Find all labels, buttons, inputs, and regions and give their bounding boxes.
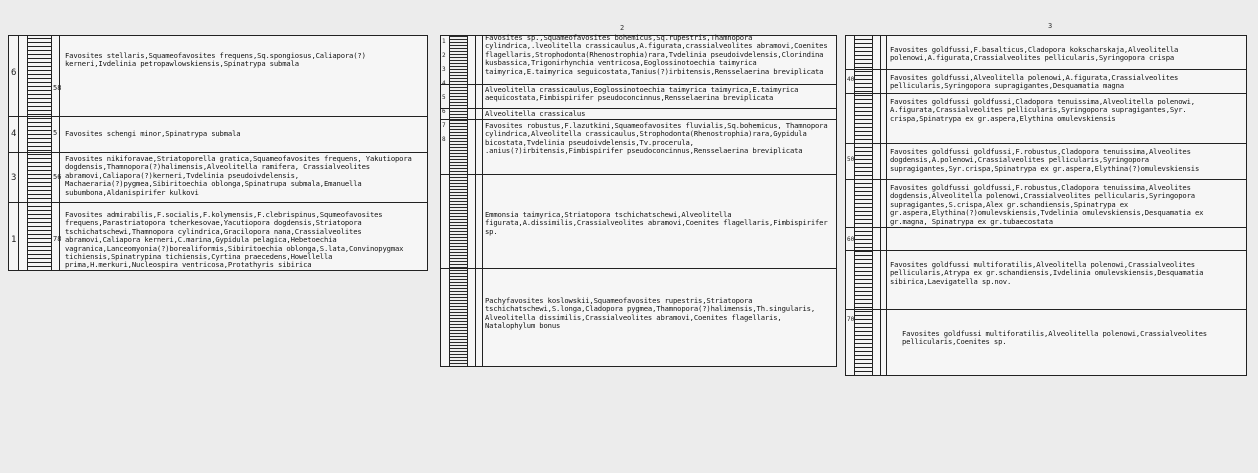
- depth-tick-label: 2: [442, 52, 446, 59]
- table-row: [441, 84, 836, 108]
- depth-label: 6: [11, 68, 17, 78]
- table-row: [846, 309, 1246, 377]
- page-number: 2: [620, 24, 625, 32]
- fossil-list: Favosites robustus,F.lazutkini,Squameofavosites fluvialis,Sq.bohemicus, Thamnopora cylindrica,Alveolitella crassicaulus,Strophodonta(Rhenostrophia)rara,Gypidula bicostata,Tvdelinia pseudoivdelensis,Tv.procerula, .anius(?)irbitensis,Fimbispirifer pseudoconcinnus,Rensselaerina breviplicata: [485, 122, 828, 156]
- fossil-list: Alveolitella crassicalus: [485, 110, 586, 118]
- section-table-2: [440, 35, 837, 367]
- depth-tick-label: 7: [442, 122, 446, 129]
- table-row: [846, 143, 1246, 179]
- table-row: [846, 179, 1246, 227]
- fossil-list: Favosites sp.,Squameofavosites bohemicus,Sq.rupestris,Thamnopora cylindrica,.lveolitella crassicaulus,A.figurata,crassialveolites abramovi,Coenites flagellaris,Strophodonta(Rhenostrophia)rara,Tvdelinia pseudoivdelensis,Clorindina kusbassica,Trigonirhynchia ventricosa,Eoglossinotoechia taimyrica taimyrica,E.taimyrica seguicostata,Tanius(?)irbitensis,Rensselaerina breviplicata: [485, 34, 828, 76]
- depth-tick-label: 70: [847, 316, 855, 323]
- table-row: [846, 69, 1246, 93]
- table-row: [846, 93, 1246, 143]
- depth-label: 4: [11, 129, 17, 139]
- depth-label: 1: [11, 235, 17, 245]
- depth-tick-label: 5: [442, 94, 446, 101]
- depth-label: 3: [11, 173, 17, 183]
- depth-tick-label: 60: [847, 236, 855, 243]
- fossil-list: Favosites schengi minor,Spinatrypa submala: [65, 130, 241, 138]
- table-row: [441, 268, 836, 368]
- fossil-list: Favosites goldfussi,Alveolitella polenowi,A.figurata,Crassialveolites pellicularis,Syringopora supragigantes,Desquamatia magna: [890, 74, 1179, 91]
- table-row: [9, 116, 427, 152]
- bed-label: 5: [53, 129, 58, 137]
- bed-label: 56: [53, 173, 62, 181]
- fossil-list: Favosites stellaris,Squameofavosites frequens,Sq.spongiosus,Caliapora(?) kerneri,Ivdelinia petropawlowskiensis,Spinatrypa submala: [65, 52, 366, 69]
- fossil-list: Favosites goldfussi,F.basalticus,Cladopora kokscharskaja,Alveolitella polenowi,A.figurata,Crassialveolites pellicularis,Syringopora crispa: [890, 46, 1179, 63]
- fossil-list: Favosites goldfussi multiforatilis,Alveolitella polenowi,Crassialveolites pellicularis,Coenites sp.: [902, 330, 1207, 347]
- section-table-1: [8, 35, 428, 271]
- fossil-list: Favosites goldfussi multiforatilis,Alveolitella polenowi,Crassialveolites pellicularis,Atrypa ex gr.schandiensis,Ivdelinia omulevskiensis,Desquamatia sibirica,Laevigatella sp.nov.: [890, 261, 1204, 286]
- fossil-list: Favosites goldfussi goldfussi,F.robustus,Cladopora tenuissima,Alveolites dogdensis,Alveolitella polenowi,Crassialveolites pellicularis,Syringopora supragigantes,S.crispa,Alex gr.schandiensis,Spinatrypa ex gr.aspera,Elythina(?)omulevskiensis,Tvdelinia omulevskiensis,Desquamatia ex gr.magna, Spinatrypa ex gr.tubaecostata: [890, 184, 1204, 226]
- depth-tick-label: 4: [442, 80, 446, 87]
- fossil-list: Favosites admirabilis,F.socialis,F.kolymensis,F.clebrispinus,Squmeofavosites frequens,Parastriatopora tcherkesovae,Yacutiopora dogdensis,Striatopora tschichatschewi,Thamnopora cylindrica,Gracilopora nana,Crassialveolites abramovi,Caliapora kerneri,C.marina,Gypidula pelagica,Hebetoechia vagranica,Lanceomyonia(?)borealiformis,Sibiritoechia oblonga,S.lata,Convinopygmax tichiensis,Spinatrypina tichiensis,Cyrtina praecedens,Howellella prima,H.merkuri,Nucleospira ventricosa,Protathyris sibirica: [65, 211, 404, 270]
- table-row: [441, 119, 836, 174]
- table-row: [846, 36, 1246, 69]
- fossil-list: Favosites goldfussi goldfussi,F.robustus,Cladopora tenuissima,Alveolites dogdensis,A.polenowi,Crassialveolites pellicularis,Syringopora supragigantes,Syr.crispa,Spinatrypa ex gr.aspera,Elythina(?)omulevskiensis: [890, 148, 1200, 173]
- table-row: [9, 152, 427, 202]
- table-row: [441, 174, 836, 268]
- page-number: 3: [1048, 22, 1053, 30]
- section-table-3: [845, 35, 1247, 376]
- fossil-list: Favosites nikiforavae,Striatoporella gratica,Squameofavosites frequens, Yakutiopora dogdensis,Thamnopora(?)halimensis,Alveolitella ramifera, Crassialveolites abramovi,Caliapora(?)kerneri,Tvdelinia pseudoivdelensis, Machaeraria(?)pygmea,Sibiritoechia oblonga,Spinatrupa submala,Emanuella subumbona,Aldanispirifer kulkovi: [65, 155, 412, 197]
- fossil-list: Pachyfavosites koslowskii,Squameofavosites rupestris,Striatopora tschichatschewi,S.longa,Cladopora pygmea,Thamnopora(?)halimensis,Th.singularis, Alveolitella dissimilis,Crassialveolites abramovi,Coenites flagellaris, Natalophylum bonus: [485, 297, 816, 331]
- bed-label: 78: [53, 235, 62, 243]
- fossil-list: Favosites goldfussi goldfussi,Cladopora tenuissima,Alveolitella polenowi, A.figurata,Crassialveolites pellicularis,Syringopora supragigantes,Syr. crispa,Spinatrypa ex gr.aspera,Elythina omulevskiensis: [890, 98, 1195, 123]
- table-row: [9, 202, 427, 272]
- depth-tick-label: 8: [442, 136, 446, 143]
- bed-label: 58: [53, 84, 62, 92]
- table-row: [846, 250, 1246, 309]
- depth-tick-label: 1: [442, 38, 446, 45]
- fossil-list: Emmonsia taimyrica,Striatopora tschichatschewi,Alveolitella figurata,A.dissimilis,Crassialveolites abramovi,Coenites flagellaris,Fimbispirifer sp.: [485, 211, 828, 236]
- table-row: [441, 36, 836, 84]
- table-row: [9, 36, 427, 116]
- depth-tick-label: 50: [847, 156, 855, 163]
- fossil-list: Alveolitella crassicaulus,Eoglossinotoechia taimyrica taimyrica,E.taimyrica aequicostata,Fimbispirifer pseudoconcinnus,Rensselaerina breviplicata: [485, 86, 799, 103]
- depth-tick-label: 3: [442, 66, 446, 73]
- table-row: [441, 108, 836, 119]
- depth-tick-label: 40: [847, 76, 855, 83]
- table-row: [846, 227, 1246, 250]
- depth-tick-label: 6: [442, 108, 446, 115]
